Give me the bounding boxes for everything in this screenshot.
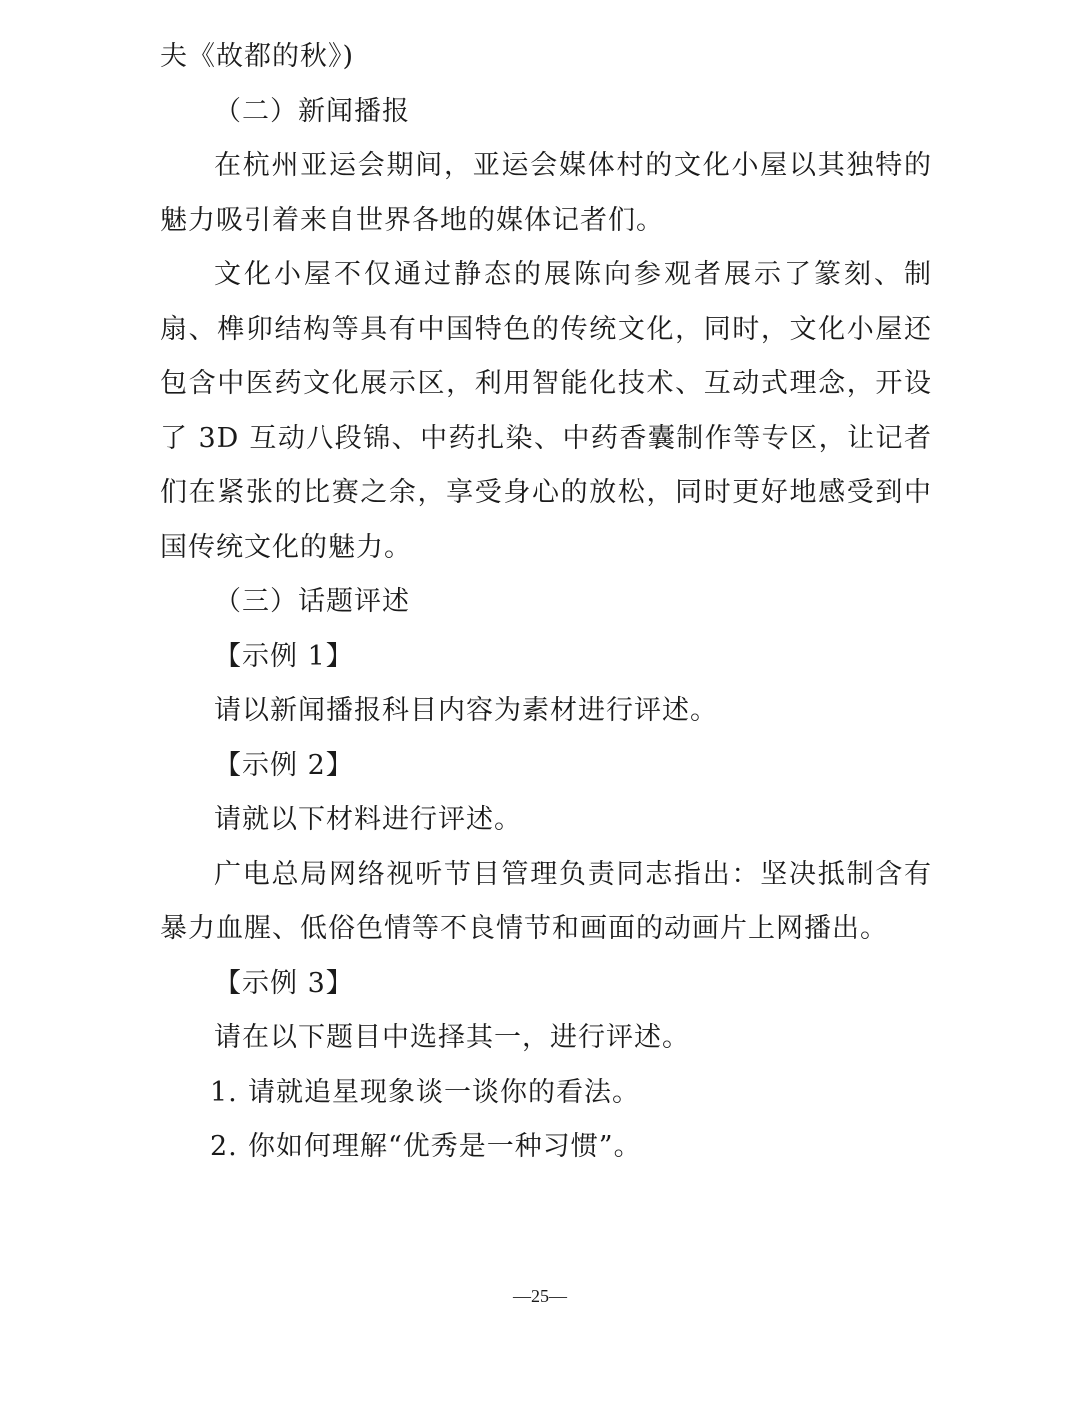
example-3-text: 请在以下题目中选择其一，进行评述。	[214, 1022, 690, 1053]
section-heading-commentary: （三）话题评述	[214, 586, 410, 617]
example-2-text: 请就以下材料进行评述。	[214, 804, 522, 835]
paragraph-culture-house: 文化小屋不仅通过静态的展陈向参观者展示了篆刻、制扇、榫卯结构等具有中国特色的传统文化，同时，文化小屋还包含中医药文化展示区，利用智能化技术、互动式理念，开设了 3D 互动八段锦、中药扎染、中药香囊制作等专区，让记者们在紧张的比赛之余，享受身心的放松，同时更好地感受到中国传统文化的魅力。	[160, 259, 932, 563]
paragraph-regulation: 广电总局网络视听节目管理负责同志指出：坚决抵制含有暴力血腥、低俗色情等不良情节和画面的动画片上网播出。	[160, 858, 932, 944]
list-item-number: 1.	[210, 1076, 238, 1108]
list-item-text: 请就追星现象谈一谈你的看法。	[248, 1076, 640, 1108]
section-heading-news: （二）新闻播报	[214, 95, 410, 127]
example-2-label: 【示例 2】	[214, 749, 354, 781]
document-body	[160, 30, 932, 1175]
list-item-text: 你如何理解“优秀是一种习惯”。	[248, 1131, 642, 1162]
list-item-number: 2.	[210, 1131, 238, 1162]
continued-text: 夫《故都的秋》)	[160, 41, 355, 72]
page-number: —25—	[513, 1286, 567, 1306]
example-1-text: 请以新闻播报科目内容为素材进行评述。	[214, 695, 718, 726]
list-item	[160, 1120, 932, 1175]
example-1-label: 【示例 1】	[214, 640, 354, 672]
list-item	[160, 1066, 932, 1121]
paragraph-asian-games: 在杭州亚运会期间，亚运会媒体村的文化小屋以其独特的魅力吸引着来自世界各地的媒体记者们。	[160, 150, 932, 236]
example-3-label: 【示例 3】	[214, 967, 354, 999]
